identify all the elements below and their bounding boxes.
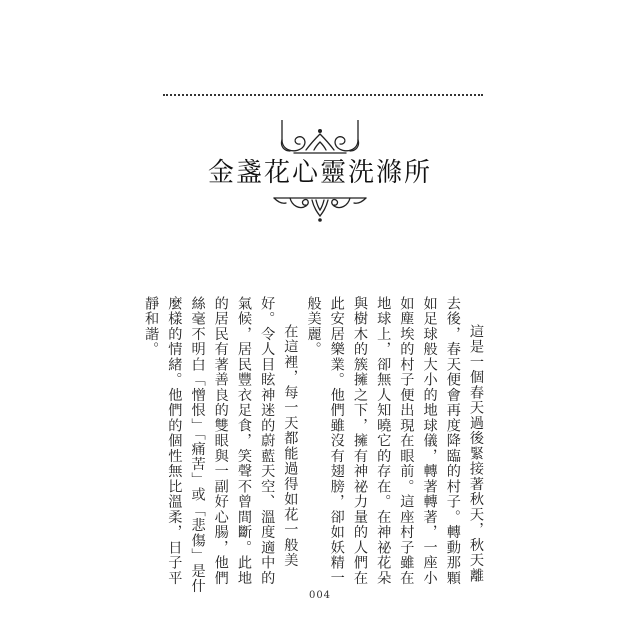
- scroll-ornament-icon: [270, 120, 370, 160]
- page-number: 004: [308, 590, 332, 601]
- scroll-ornament-icon: [270, 192, 370, 232]
- paragraph: 在這裡，每一天都能過得如花一般美好。令人目眩神迷的蔚藍天空、溫度適中的氣候，居民豐衣足食，笑聲不曾間斷。此地的居民有著善良的雙眼與一副好心腸，他們絲毫不明白「憎恨」「痛苦」或「悲傷」是什麼樣的情緒。他們的個性無比溫柔，日子平靜和諧。: [143, 296, 299, 594]
- chapter-title: 金盞花心靈洗滌所: [207, 158, 432, 188]
- dotted-divider: [163, 94, 483, 96]
- paragraph: 這是一個春天過後緊接著秋天，秋天離去後，春天便會再度降臨的村子。轉動那顆如足球般大小的地球儀，轉著轉著，一座小如塵埃的村子便出現在眼前。這座村子雖在地球上，卻無人知曉它的存在。在神祕花朵與樹木的簇擁之下，擁有神祕力量的人們在此安居樂業。他們雖沒有翅膀，卻如妖精一般美麗。: [305, 296, 484, 586]
- vertical-body-text: [143, 296, 487, 596]
